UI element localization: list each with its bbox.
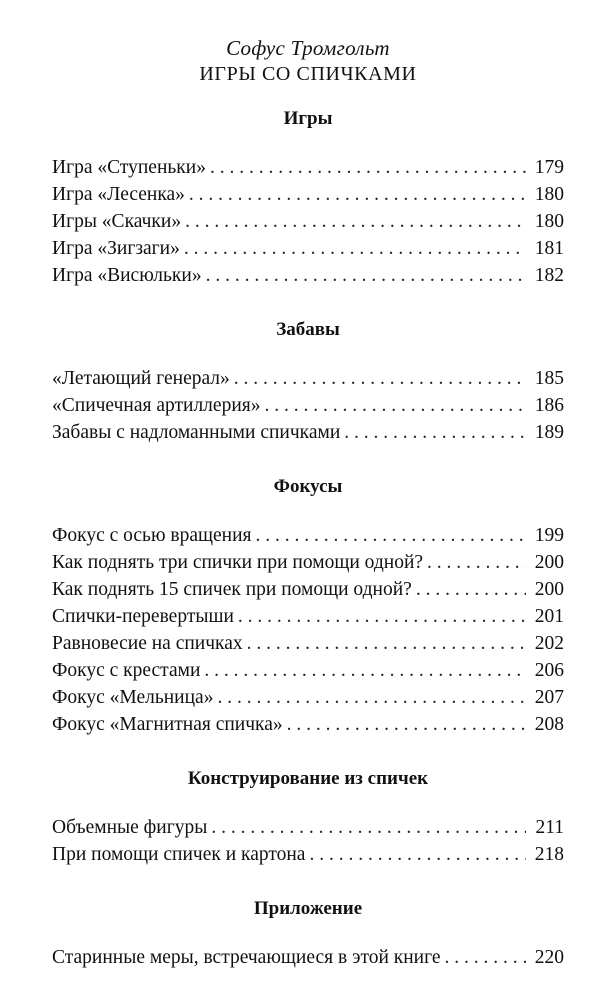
entry-list: [52, 944, 564, 971]
entry-title: Фокус с осью вращения: [52, 525, 252, 546]
entry-page-number: 189: [534, 422, 564, 443]
toc-section: [52, 108, 564, 289]
section-title: Игры: [283, 108, 333, 129]
toc-entry: [52, 814, 564, 841]
dot-leader: [204, 657, 526, 684]
dot-leader: [427, 549, 526, 576]
entry-title: Фокус «Магнитная спичка»: [52, 714, 283, 735]
toc-entry: [52, 208, 564, 235]
entry-list: [52, 154, 564, 289]
toc-entry: [52, 181, 564, 208]
entry-list: [52, 814, 564, 868]
entry-title: Игра «Висюльки»: [52, 265, 202, 286]
dot-leader: [256, 522, 526, 549]
toc-entry: [52, 549, 564, 576]
toc-entry: [52, 684, 564, 711]
section-title: Фокусы: [273, 476, 343, 497]
toc-entry: [52, 262, 564, 289]
dot-leader: [344, 419, 526, 446]
toc-entry: [52, 711, 564, 738]
table-of-contents: [52, 30, 564, 971]
entry-page-number: 182: [534, 265, 564, 286]
dot-leader: [287, 711, 526, 738]
entry-title: Как поднять три спички при помощи одной?: [52, 552, 424, 573]
toc-section: [52, 898, 564, 971]
toc-section: [52, 476, 564, 738]
entry-page-number: 200: [534, 552, 564, 573]
dot-leader: [189, 181, 526, 208]
entry-title: Игры «Скачки»: [52, 211, 182, 232]
entry-page-number: 201: [534, 606, 564, 627]
entry-page-number: 206: [534, 660, 564, 681]
entry-page-number: 218: [534, 844, 564, 865]
section-title: Забавы: [276, 319, 340, 340]
dot-leader: [264, 392, 526, 419]
entry-title: Старинные меры, встречающиеся в этой книге: [52, 947, 441, 968]
toc-entry: [52, 841, 564, 868]
entry-title: Игра «Ступеньки»: [52, 157, 206, 178]
entry-list: [52, 522, 564, 738]
toc-entry: [52, 603, 564, 630]
entry-page-number: 207: [534, 687, 564, 708]
entry-page-number: 199: [534, 525, 564, 546]
toc-entry: [52, 657, 564, 684]
author-name: Софус Тромгольт: [226, 36, 390, 60]
entry-page-number: 180: [534, 211, 564, 232]
entry-title: «Летающий генерал»: [52, 368, 230, 389]
section-title: Приложение: [253, 898, 363, 919]
dot-leader: [247, 630, 526, 657]
entry-page-number: 200: [534, 579, 564, 600]
entry-page-number: 202: [534, 633, 564, 654]
entry-title: Равновесие на спичках: [52, 633, 243, 654]
entry-page-number: 220: [534, 947, 564, 968]
toc-entry: [52, 392, 564, 419]
entry-title: «Спичечная артиллерия»: [52, 395, 261, 416]
entry-page-number: 208: [534, 714, 564, 735]
entry-title: Фокус «Мельница»: [52, 687, 214, 708]
entry-title: Фокус с крестами: [52, 660, 201, 681]
toc-entry: [52, 154, 564, 181]
section-title: Конструирование из спичек: [187, 768, 429, 789]
toc-entry: [52, 944, 564, 971]
toc-entry: [52, 235, 564, 262]
entry-title: Игра «Лесенка»: [52, 184, 185, 205]
entry-title: Забавы с надломанными спичками: [52, 422, 341, 443]
entry-title: Спички-перевертыши: [52, 606, 234, 627]
entry-page-number: 180: [534, 184, 564, 205]
toc-entry: [52, 522, 564, 549]
entry-page-number: 186: [534, 395, 564, 416]
sections-container: [52, 108, 564, 971]
entry-title: Как поднять 15 спичек при помощи одной?: [52, 579, 412, 600]
dot-leader: [211, 814, 526, 841]
toc-entry: [52, 365, 564, 392]
entry-title: Игра «Зигзаги»: [52, 238, 180, 259]
dot-leader: [184, 235, 526, 262]
entry-page-number: 181: [534, 238, 564, 259]
entry-title: При помощи спичек и картона: [52, 844, 306, 865]
dot-leader: [445, 944, 526, 971]
entry-page-number: 211: [535, 817, 564, 838]
dot-leader: [185, 208, 526, 235]
toc-section: [52, 319, 564, 446]
toc-entry: [52, 576, 564, 603]
dot-leader: [416, 576, 526, 603]
dot-leader: [210, 154, 526, 181]
dot-leader: [206, 262, 526, 289]
entry-page-number: 185: [534, 368, 564, 389]
entry-title: Объемные фигуры: [52, 817, 208, 838]
dot-leader: [234, 365, 526, 392]
entry-page-number: 179: [534, 157, 564, 178]
toc-entry: [52, 630, 564, 657]
entry-list: [52, 365, 564, 446]
dot-leader: [217, 684, 526, 711]
book-title: ИГРЫ СО СПИЧКАМИ: [199, 63, 417, 85]
dot-leader: [238, 603, 526, 630]
toc-entry: [52, 419, 564, 446]
toc-section: [52, 768, 564, 868]
dot-leader: [309, 841, 526, 868]
